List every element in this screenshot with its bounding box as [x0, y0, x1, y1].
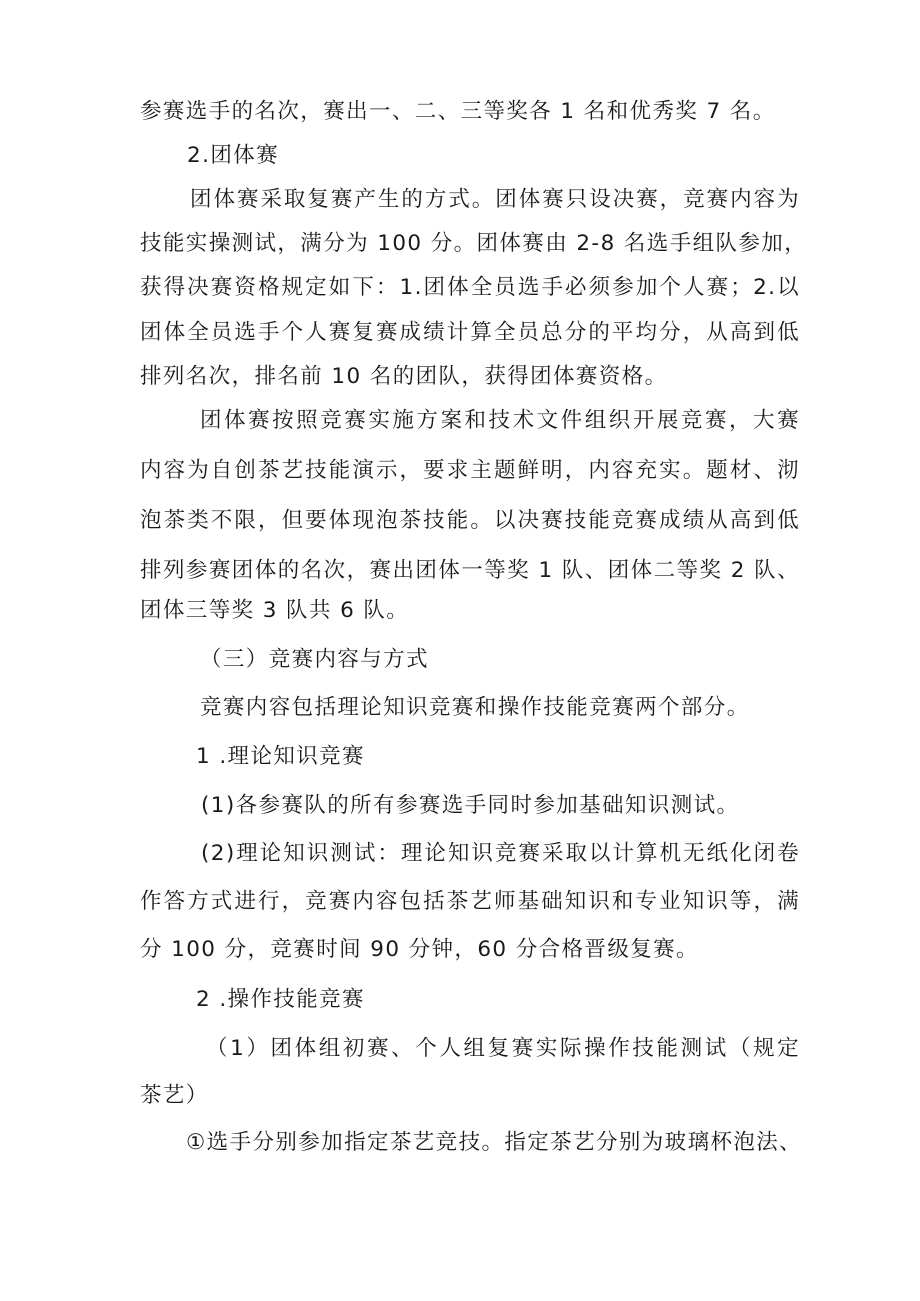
section-heading-skill-competition: 2 .操作技能竞赛 [196, 987, 365, 1012]
paragraph-line: 排列名次，排名前 10 名的团队，获得团体赛资格。 [140, 364, 668, 389]
paragraph-line: 技能实操测试，满分为 100 分。团体赛由 2-8 名选手组队参加， [140, 231, 808, 256]
paragraph-line: 参赛选手的名次，赛出一、二、三等奖各 1 名和优秀奖 7 名。 [140, 99, 776, 124]
paragraph-line: 获得决赛资格规定如下：1.团体全员选手必须参加个人赛；2.以 [140, 275, 800, 300]
paragraph-line: 茶艺） [140, 1083, 209, 1108]
section-heading-content-and-method: （三）竞赛内容与方式 [200, 647, 430, 672]
list-item: (1)各参赛队的所有参赛选手同时参加基础知识测试。 [201, 793, 740, 818]
section-heading-theory-competition: 1 .理论知识竞赛 [196, 744, 365, 769]
list-item: （1）团体组初赛、个人组复赛实际操作技能测试（规定 [206, 1036, 800, 1061]
paragraph-line: 分 100 分，竞赛时间 90 分钟，60 分合格晋级复赛。 [140, 937, 699, 962]
paragraph-line: 泡茶类不限，但要体现泡茶技能。以决赛技能竞赛成绩从高到低 [140, 508, 800, 533]
paragraph-line: 团体全员选手个人赛复赛成绩计算全员总分的平均分，从高到低 [140, 320, 800, 345]
section-heading-team-competition: 2.团体赛 [187, 143, 280, 168]
list-item: (2)理论知识测试：理论知识竞赛采取以计算机无纸化闭卷 [201, 841, 800, 866]
paragraph-line: 团体赛采取复赛产生的方式。团体赛只设决赛，竞赛内容为 [190, 187, 800, 212]
paragraph-line: 排列参赛团体的名次，赛出团体一等奖 1 队、团体二等奖 2 队、 [140, 558, 800, 583]
paragraph-line: 团体赛按照竞赛实施方案和技术文件组织开展竞赛，大赛 [200, 408, 800, 433]
paragraph-line: 竞赛内容包括理论知识竞赛和操作技能竞赛两个部分。 [200, 695, 750, 720]
paragraph-line: 内容为自创茶艺技能演示，要求主题鲜明，内容充实。题材、沏 [140, 458, 800, 483]
list-item: ①选手分别参加指定茶艺竞技。指定茶艺分别为玻璃杯泡法、 [186, 1130, 803, 1155]
paragraph-line: 团体三等奖 3 队共 6 队。 [140, 598, 410, 623]
paragraph-line: 作答方式进行，竞赛内容包括茶艺师基础知识和专业知识等，满 [140, 889, 800, 914]
